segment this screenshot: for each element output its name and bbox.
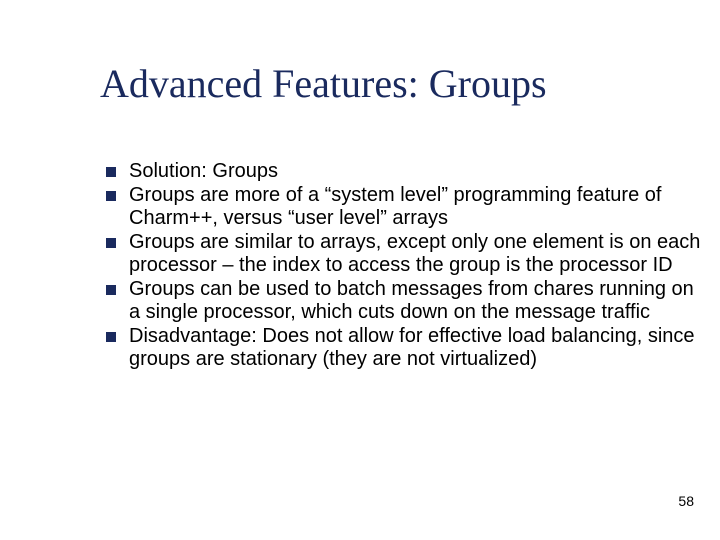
bullet-text: Disadvantage: Does not allow for effective load balancing, since groups are stationary (they are not virtualized) [129, 324, 695, 370]
bullet-list [106, 160, 702, 372]
square-bullet-icon [106, 167, 116, 177]
bullet-text: Solution: Groups [129, 160, 278, 182]
bullet-item [106, 160, 702, 184]
bullet-text: Groups can be used to batch messages from chares running on a single processor, which cuts down on the message traffic [129, 277, 694, 323]
bullet-item [106, 278, 702, 325]
bullet-text: Groups are more of a “system level” programming feature of Charm++, versus “user level” arrays [129, 183, 662, 229]
bullet-text: Groups are similar to arrays, except only one element is on each processor – the index to access the group is the processor ID [129, 230, 701, 276]
bullet-item [106, 184, 702, 231]
page-number: 58 [678, 493, 694, 509]
bullet-item [106, 325, 702, 372]
square-bullet-icon [106, 285, 116, 295]
slide-title: Advanced Features: Groups [100, 61, 547, 106]
square-bullet-icon [106, 332, 116, 342]
square-bullet-icon [106, 238, 116, 248]
bullet-item [106, 231, 702, 278]
square-bullet-icon [106, 191, 116, 201]
